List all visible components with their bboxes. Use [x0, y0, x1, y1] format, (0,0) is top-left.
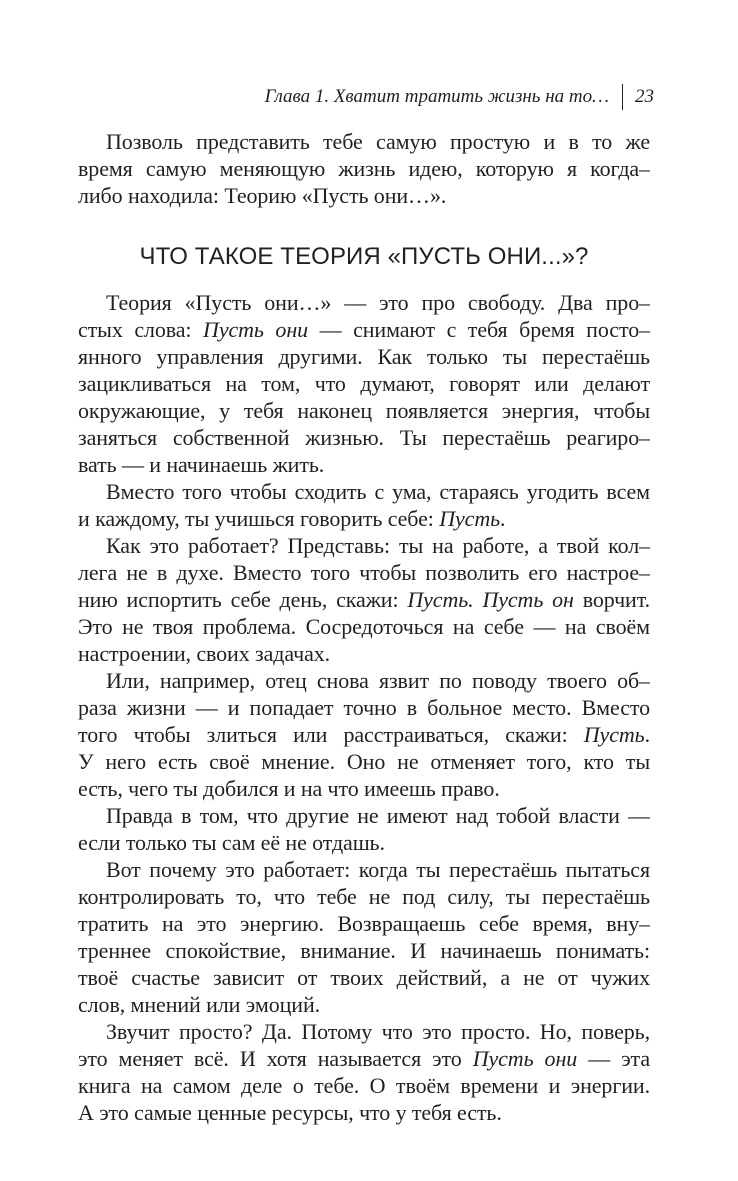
text-run: контролировать то, что тебе не под силу, ты перестаёшь — [78, 884, 650, 909]
text-line — [78, 559, 650, 586]
text-run: — снимают с тебя бремя посто– — [308, 317, 650, 342]
text-run: ворчит. — [573, 587, 650, 612]
text-run: Звучит просто? Да. Потому что это просто. Но, поверь, — [106, 1019, 650, 1044]
text-run: Правда в том, что другие не имеют над тобой власти — — [106, 803, 650, 828]
text-run: Это не твоя проблема. Сосредоточься на себе — на своём — [78, 614, 650, 639]
text-run: слов, мнений или эмоций. — [78, 992, 321, 1017]
italic-phrase: Пусть они — [472, 1046, 578, 1071]
text-run: это меняет всё. И хотя называется это — [78, 1046, 473, 1071]
text-line — [78, 343, 650, 370]
page-number: 23 — [635, 86, 654, 107]
text-line — [78, 883, 650, 910]
body-text — [78, 128, 650, 1126]
text-line — [78, 775, 650, 802]
body-paragraph — [78, 1018, 650, 1126]
text-line — [78, 478, 650, 505]
text-line — [78, 991, 650, 1018]
text-run: заняться собственной жизнью. Ты перестаёшь реагиро– — [78, 425, 650, 450]
text-line — [78, 451, 650, 478]
text-line — [78, 289, 650, 316]
text-run: янного управления другими. Как только ты перестаёшь — [78, 344, 650, 369]
chapter-title: Глава 1. Хватит тратить жизнь на то… — [264, 86, 609, 107]
text-run: Теория «Пусть они…» — это про свободу. Два про– — [106, 290, 650, 315]
text-line — [78, 748, 650, 775]
running-head — [265, 84, 654, 110]
text-line — [78, 424, 650, 451]
text-line — [78, 397, 650, 424]
text-line: Позволь представить тебе самую простую и в то же — [106, 129, 650, 154]
text-line — [78, 370, 650, 397]
text-run: Как это работает? Представь: ты на работе, а твой кол– — [106, 533, 650, 558]
text-run: Или, например, отец снова язвит по поводу твоего об– — [106, 668, 650, 693]
text-line — [78, 721, 650, 748]
text-run: настроении, своих задачах. — [78, 641, 331, 666]
text-run: . — [500, 506, 506, 531]
text-line — [78, 316, 650, 343]
paragraph-list — [78, 289, 650, 1126]
body-paragraph — [78, 856, 650, 1018]
text-run: Вместо того чтобы сходить с ума, стараясь угодить всем — [106, 479, 650, 504]
header-divider — [622, 84, 623, 110]
text-run: твоё счастье зависит от твоих действий, а не от чужих — [78, 965, 650, 990]
text-run: окружающие, у тебя наконец появляется энергия, чтобы — [78, 398, 650, 423]
body-paragraph — [78, 667, 650, 802]
text-run: Вот почему это работает: когда ты перестаёшь пытаться — [106, 857, 650, 882]
text-run: А это самые ценные ресурсы, что у тебя есть. — [78, 1100, 502, 1125]
body-paragraph — [78, 532, 650, 667]
text-line — [78, 910, 650, 937]
text-run: нию испортить себе день, скажи: — [78, 587, 408, 612]
text-line — [78, 613, 650, 640]
text-line — [78, 532, 650, 559]
text-run: тратить на это энергию. Возвращаешь себе время, вну– — [78, 911, 650, 936]
body-paragraph — [78, 478, 650, 532]
text-line — [78, 937, 650, 964]
text-line: либо находила: Теорию «Пусть они…». — [78, 183, 447, 208]
text-line — [78, 586, 650, 613]
text-line — [78, 640, 650, 667]
text-run: того чтобы злиться или расстраиваться, скажи: — [78, 722, 584, 747]
intro-paragraph — [78, 128, 650, 209]
italic-phrase: Пусть они — [203, 317, 309, 342]
text-line — [78, 829, 650, 856]
text-line — [78, 694, 650, 721]
text-run: У него есть своё мнение. Оно не отменяет того, кто ты — [78, 749, 650, 774]
text-run: раза жизни — и попадает точно в больное место. Вместо — [78, 695, 650, 720]
text-run: лега не в духе. Вместо того чтобы позволить его настрое– — [78, 560, 650, 585]
text-run: зацикливаться на том, что думают, говорят или делают — [78, 371, 650, 396]
italic-phrase: Пусть — [583, 722, 645, 747]
text-line — [78, 667, 650, 694]
text-run: если только ты сам её не отдашь. — [78, 830, 385, 855]
text-line — [78, 1018, 650, 1045]
text-run: . — [644, 722, 650, 747]
text-run: есть, чего ты добился и на что имеешь право. — [78, 776, 500, 801]
text-line — [78, 505, 650, 532]
italic-phrase: Пусть. Пусть он — [407, 587, 574, 612]
text-line — [78, 856, 650, 883]
text-line — [78, 1099, 650, 1126]
text-run: и каждому, ты учишься говорить себе: — [78, 506, 440, 531]
text-run: вать — и начинаешь жить. — [78, 452, 325, 477]
body-paragraph — [78, 289, 650, 478]
section-heading: ЧТО ТАКОЕ ТЕОРИЯ «ПУСТЬ ОНИ...»? — [139, 243, 589, 270]
text-run: книга на самом деле о тебе. О твоём времени и энергии. — [78, 1073, 650, 1098]
italic-phrase: Пусть — [439, 506, 501, 531]
text-line — [78, 964, 650, 991]
text-line — [78, 1045, 650, 1072]
text-run: стых слова: — [78, 317, 204, 342]
text-line — [78, 802, 650, 829]
text-run: треннее спокойствие, внимание. И начинаешь понимать: — [78, 938, 650, 963]
text-run: — эта — [577, 1046, 650, 1071]
body-paragraph — [78, 802, 650, 856]
text-line: время самую меняющую жизнь идею, которую я когда– — [78, 156, 650, 181]
text-line — [78, 1072, 650, 1099]
